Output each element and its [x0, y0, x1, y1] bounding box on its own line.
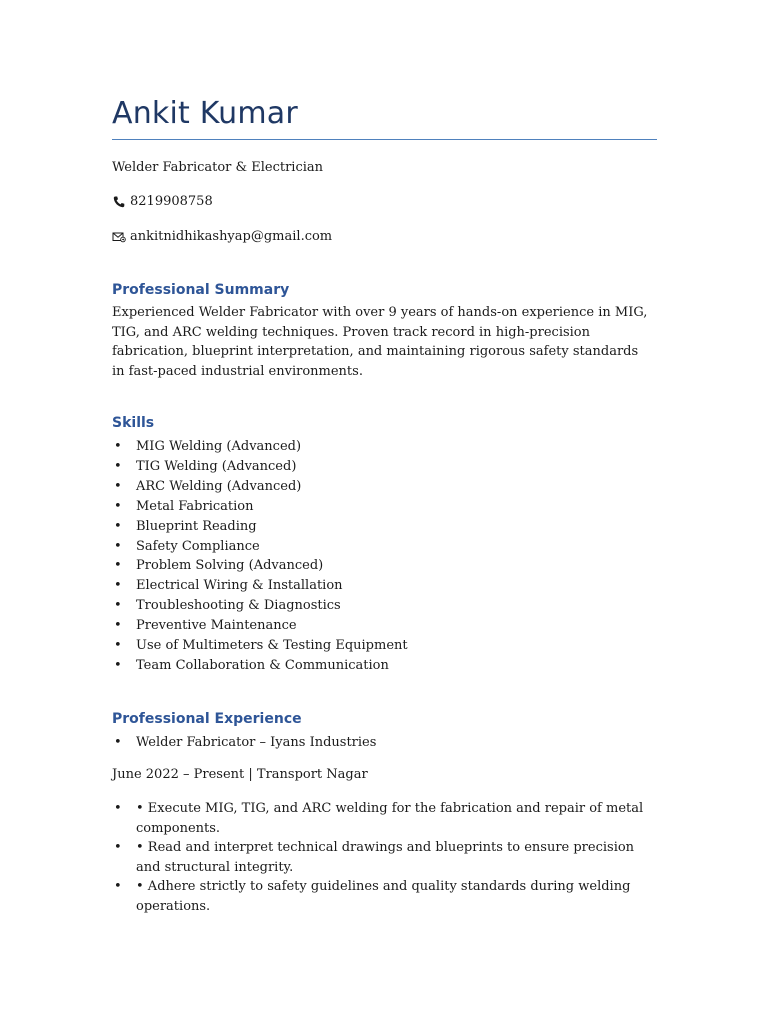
title-rule: [112, 139, 657, 140]
list-item: • Blueprint Reading: [112, 517, 408, 537]
list-item: • Problem Solving (Advanced): [112, 556, 408, 576]
experience-period: June 2022 – Present | Transport Nagar: [112, 767, 368, 782]
list-item: • Preventive Maintenance: [112, 616, 408, 636]
skills-heading: Skills: [112, 415, 155, 431]
duty-text: • • Execute MIG, TIG, and ARC welding for the fabrication and repair of metal components.: [136, 801, 644, 836]
list-item: • Troubleshooting & Diagnostics: [112, 596, 408, 616]
email-address[interactable]: ankitnidhikashyap@gmail.com: [130, 229, 333, 244]
list-item: • TIG Welding (Advanced): [112, 457, 408, 477]
envelope-icon: [112, 230, 126, 244]
experience-heading: Professional Experience: [112, 711, 302, 727]
list-item: • Team Collaboration & Communication: [112, 656, 408, 676]
list-item: • MIG Welding (Advanced): [112, 437, 408, 457]
experience-role: • Welder Fabricator – Iyans Industries: [112, 733, 376, 753]
list-item: • Use of Multimeters & Testing Equipment: [112, 636, 408, 656]
list-item: [112, 799, 646, 838]
experience-duties: [112, 799, 646, 916]
email-line: [112, 228, 332, 246]
skills-list: [112, 437, 408, 676]
job-title: Welder Fabricator & Electrician: [112, 160, 324, 175]
list-item: • ARC Welding (Advanced): [112, 477, 408, 497]
summary-text: Experienced Welder Fabricator with over 9 years of hands-on experience in MIG, TIG, and ARC welding techniques. Proven track record in high-precision fabrication, blueprint interpretation, and maintaining rigorous safety standards in fast-paced industrial environments.: [112, 305, 648, 379]
list-item: [112, 838, 646, 877]
list-item: • Electrical Wiring & Installation: [112, 576, 408, 596]
phone-icon: [112, 195, 126, 209]
experience-role-list: [112, 733, 376, 753]
list-item: • Safety Compliance: [112, 537, 408, 557]
duty-text: • • Read and interpret technical drawings and blueprints to ensure precision and structural integrity.: [136, 840, 635, 875]
summary-heading: Professional Summary: [112, 282, 290, 298]
phone-number: 8219908758: [130, 194, 213, 209]
duty-text: • • Adhere strictly to safety guidelines and quality standards during welding operations.: [136, 879, 631, 914]
list-item: • Metal Fabrication: [112, 497, 408, 517]
list-item: [112, 877, 646, 916]
candidate-name: Ankit Kumar: [112, 96, 298, 131]
phone-line: [112, 193, 213, 211]
